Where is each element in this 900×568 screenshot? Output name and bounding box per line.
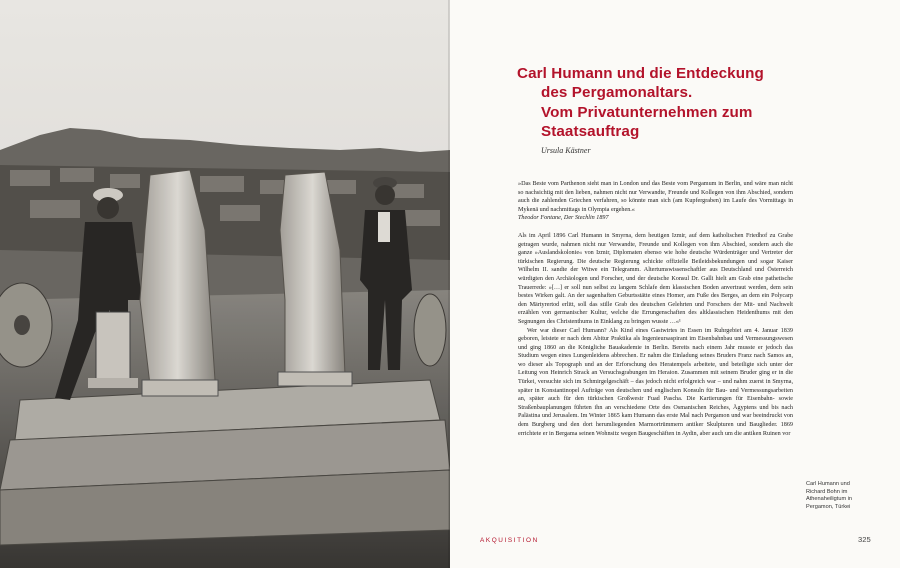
title-line-3: Vom Privatunternehmen zum (541, 103, 753, 121)
caption-line: Richard Bohn im (806, 488, 848, 495)
caption-line: Athenaheiligtum in (806, 496, 853, 503)
running-footer-section: AKQUISITION (480, 537, 539, 544)
caption-line: Carl Humann und (806, 481, 850, 487)
page-number: 325 (858, 535, 871, 544)
article-title (517, 64, 817, 142)
author-name: Ursula Kästner (541, 146, 591, 155)
paragraph-1: Als im April 1896 Carl Humann in Smyrna, dem heutigen Izmir, auf dem katholischen Friedhof zu Grabe getragen wurde, nahmen nicht nur Verwandte, Freunde und Kollegen von ihm Abschied, sondern auch die ganze »Auslandskolonie« von Izmir, Diplomaten ebenso wie hohe deutsche Würdenträger und Vertreter der türkischen Regierung. Die deutsche Regierung schickte offizielle Beileidsbekundungen und sogar Kaiser Wilhelm II. sandte der Witwe ein Telegramm. Altertumswissenschaftler aus Deutschland und Österreich würdigten den Archäologen und Forscher, und der deutsche Konsul Dr. Galli hielt am Grab eine pathetische Trauerrede: »[…] er soll nun selbst zu langem Schlafe dem klassischen Boden anvertraut werden, dem sein bestes Wirken galt. An der sagenhaften Geburtsstätte eines Homer, am Fuße des Berges, an dem ein Polycarp den Märtyrertod erlitt, soll das stille Grab des deutschen Gelehrten und Forschers der Mit- und Nachwelt erzählen von germanischer Kultur, welche die Errungenschaften des altklassischen Heidenthums mit den Segnungen des Christenthums in Einklang zu bringen wusste …«¹ (518, 232, 793, 325)
epigraph: »Das Beste vom Parthenon sieht man in London und das Beste vom Pergamum in Berlin, und wäre man nicht so nachsichtig mit den lieben, nahmen nicht nur Verwandte, Freunde und Kollegen von ihm Abschied, sondern auch die zahlenden Griechen verfahren, so könnte man sich (am Kupfergraben) im Laufe des Vormittags in Mykenä und nachmittags in Olympia ergehen.« (518, 181, 793, 213)
paragraph-2: Wer war dieser Carl Humann? Als Kind eines Gastwirtes in Essen im Ruhrgebiet am 4. Januar 1839 geboren, leistete er nach dem Abitur Praktika als Ingenieursaspirant im Eisenbahnbau und Vermessungswesen und ging 1860 an die Königliche Bauakademie in Berlin. Bereits nach einem Jahr musste er jedoch das Studium wegen eines Lungenleidens abbrechen. Er nahm die Einladung seines Bruders Franz nach Samos an, wo dieser als Topograph und an der Erforschung des Heratempels arbeitete, und beteiligte sich unter der Leitung von Heinrich Strack an Versuchsgrabungen im Heraion. Zusammen mit seinem Bruder ging er in die Türkei, versuchte sich im Schmirgelgeschäft – das jedoch nicht erfolgreich war – und nahm zuerst in Smyrna, später in Konstantinopel Aufträge von deutschen und englischen Konsuln für Bau- und Vermessungsarbeiten an, später auch für den türkischen Großwesir Fuad Pascha. Die Kartierungen für Eisenbahn- sowie Straßenbauplanungen führten ihn an verschiedene Orte des Osmanischen Reiches, Ägyptens und bis nach Palästina und Jerusalem. Im Winter 1865 kam Humann das erste Mal nach Pergamon und war beeindruckt von dem Burgberg und den dort herumliegenden Marmortrümmern antiker Skulpturen und Bauglieder. 1869 errichtete er in Bergama seinen Wohnsitz wegen Baugeschäften in Aydin, aber auch um die antiken Ruinen vor (518, 327, 793, 437)
caption-line: Pergamon, Türkei (806, 503, 851, 510)
title-line-4: Staatsauftrag (541, 123, 640, 141)
article-body (518, 180, 793, 438)
epigraph-source: Theodor Fontane, Der Stechlin 1897 (518, 215, 609, 222)
title-line-1: Carl Humann und die Entdeckung (517, 65, 764, 82)
photo-caption (806, 481, 876, 511)
title-line-2: des Pergamonaltars. (541, 84, 693, 102)
